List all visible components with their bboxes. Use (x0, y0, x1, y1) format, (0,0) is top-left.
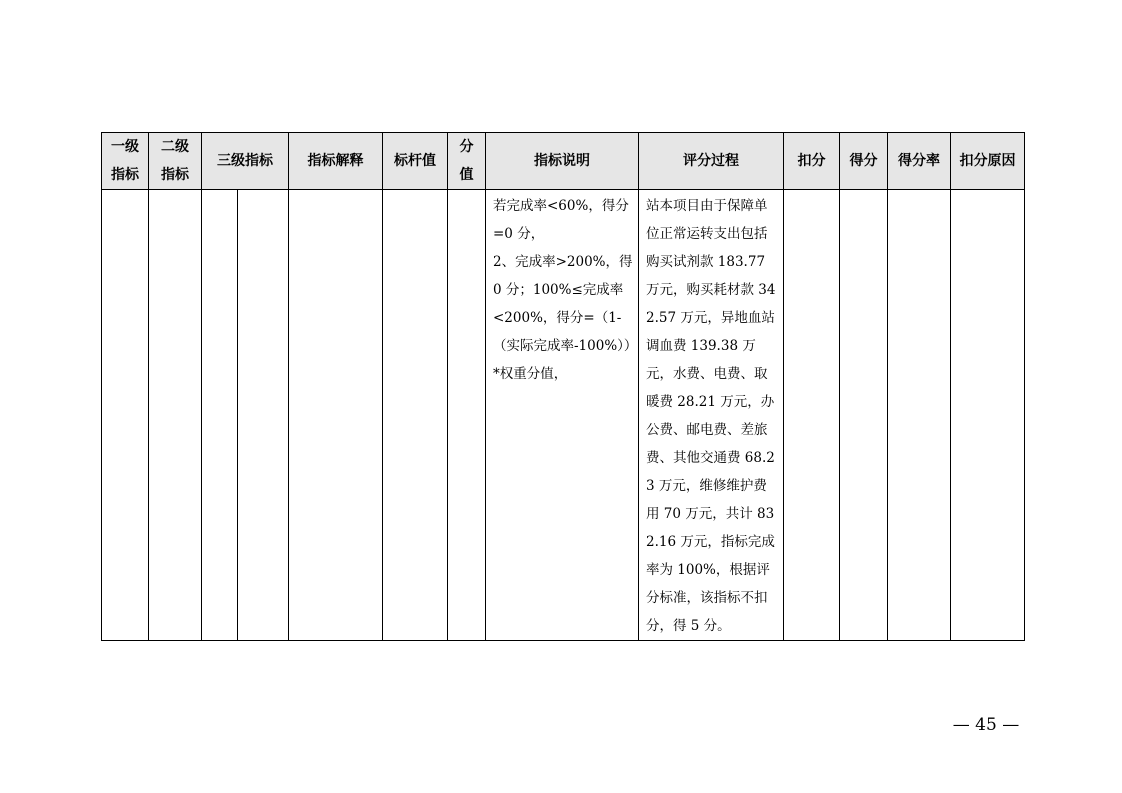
cell-level3-b (238, 190, 289, 641)
header-benchmark-value: 标杆值 (383, 133, 448, 190)
cell-explanation (289, 190, 383, 641)
table-header-row (102, 133, 1025, 190)
cell-score-obtained (840, 190, 888, 641)
header-deduction: 扣分 (784, 133, 840, 190)
header-level3-indicator: 三级指标 (202, 133, 289, 190)
header-level1-indicator: 一级 指标 (102, 133, 149, 190)
cell-description (486, 190, 639, 641)
header-score-value: 分 值 (448, 133, 486, 190)
indicator-description-text: 若完成率<60%，得分=0 分， 2、完成率>200%，得 0 分；100%≤完成率<200%，得分=（1-（实际完成率-100%））*权重分值， (493, 198, 633, 382)
header-score-obtained: 得分 (840, 133, 888, 190)
header-indicator-explanation: 指标解释 (289, 133, 383, 190)
scoring-process-text: 站本项目由于保障单位正常运转支出包括购买试剂款 183.77 万元，购买耗材款 342.57 万元，异地血站调血费 139.38 万元，水费、电费、取暖费 28.21 万元，办公费、邮电费、差旅费、其他交通费 68.23 万元，维修维护费用 70 万元，共计 832.16 万元，指标完成率为 100%，根据评分标准，该指标不扣分，得 5 分。 (646, 198, 776, 634)
cell-score-rate (888, 190, 951, 641)
cell-score (448, 190, 486, 641)
page-number: — 45 — (952, 715, 1020, 735)
header-indicator-description: 指标说明 (486, 133, 639, 190)
cell-process (639, 190, 784, 641)
cell-benchmark (383, 190, 448, 641)
table-row (102, 190, 1025, 641)
cell-deduction-reason (951, 190, 1025, 641)
header-deduction-reason: 扣分原因 (951, 133, 1025, 190)
header-score-rate: 得分率 (888, 133, 951, 190)
cell-level3-a (202, 190, 238, 641)
cell-level1 (102, 190, 149, 641)
cell-deduction (784, 190, 840, 641)
header-scoring-process: 评分过程 (639, 133, 784, 190)
cell-level2 (149, 190, 202, 641)
evaluation-table (101, 132, 1025, 641)
header-level2-indicator: 二级 指标 (149, 133, 202, 190)
